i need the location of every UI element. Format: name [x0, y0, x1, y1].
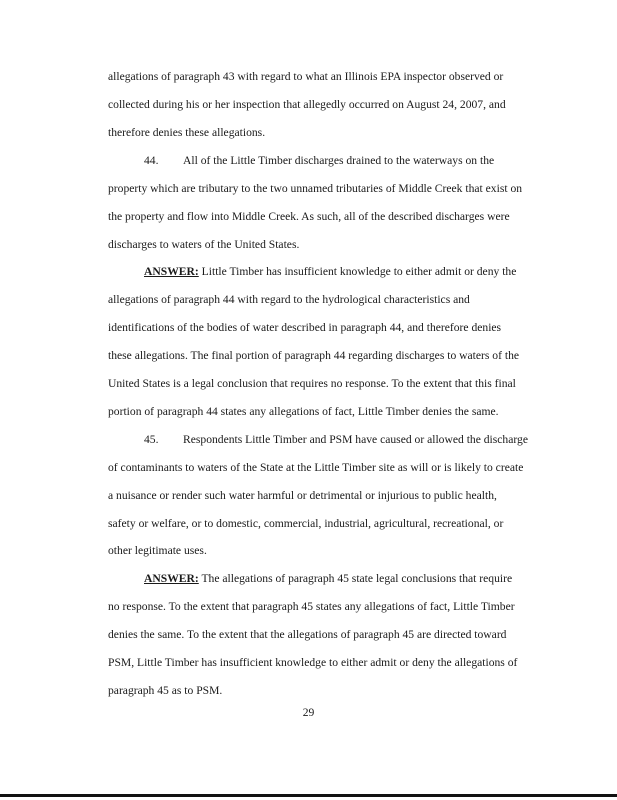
text-line: All of the Little Timber discharges drained to the waterways on the	[183, 154, 495, 167]
text-line: collected during his or her inspection that allegedly occurred on August 24, 2007, and	[108, 98, 506, 111]
answer-line	[144, 265, 516, 278]
text-line: PSM, Little Timber has insufficient knowledge to either admit or deny the allegations of	[108, 656, 518, 669]
text-line: identifications of the bodies of water described in paragraph 44, and therefore denies	[108, 321, 502, 334]
answer-label: ANSWER:	[144, 572, 199, 585]
text-line: safety or welfare, or to domestic, commercial, industrial, agricultural, recreational, or	[108, 517, 504, 530]
scan-edge-divider	[0, 794, 617, 797]
text-line: a nuisance or render such water harmful or detrimental or injurious to public health,	[108, 489, 497, 502]
paragraph-number: 44.	[144, 154, 159, 167]
text-line: other legitimate uses.	[108, 544, 207, 557]
text-line: allegations of paragraph 43 with regard to what an Illinois EPA inspector observed or	[108, 70, 504, 83]
text-line: no response. To the extent that paragraph 45 states any allegations of fact, Little Timber	[108, 600, 515, 613]
text-line: paragraph 45 as to PSM.	[108, 684, 223, 697]
answer-text: Little Timber has insufficient knowledge to either admit or deny the	[201, 265, 517, 278]
text-line: property which are tributary to the two unnamed tributaries of Middle Creek that exist on	[108, 182, 523, 195]
text-line: the property and flow into Middle Creek. As such, all of the described discharges were	[108, 210, 510, 223]
text-line: of contaminants to waters of the State at the Little Timber site as will or is likely to create	[108, 461, 524, 474]
text-line: allegations of paragraph 44 with regard to the hydrological characteristics and	[108, 293, 470, 306]
paragraph-number: 45.	[144, 433, 159, 446]
text-line: therefore denies these allegations.	[108, 126, 266, 139]
text-line: portion of paragraph 44 states any allegations of fact, Little Timber denies the same.	[108, 405, 499, 418]
answer-label: ANSWER:	[144, 265, 199, 278]
page-number: 29	[302, 706, 315, 719]
text-line: denies the same. To the extent that the allegations of paragraph 45 are directed toward	[108, 628, 507, 641]
text-line: United States is a legal conclusion that requires no response. To the extent that this final	[108, 377, 516, 390]
answer-line	[144, 572, 512, 585]
text-line: Respondents Little Timber and PSM have caused or allowed the discharge	[183, 433, 528, 446]
answer-text: The allegations of paragraph 45 state legal conclusions that require	[201, 572, 513, 585]
text-line: these allegations. The final portion of paragraph 44 regarding discharges to waters of the	[108, 349, 520, 362]
text-line: discharges to waters of the United States.	[108, 238, 300, 251]
